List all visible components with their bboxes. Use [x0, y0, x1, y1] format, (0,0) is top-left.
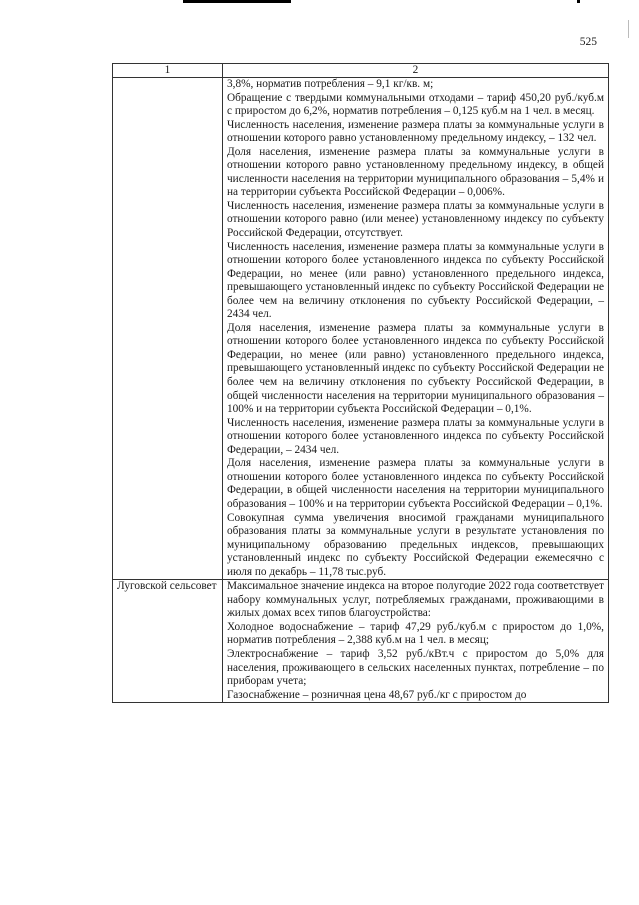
- paragraph: Максимальное значение индекса на второе полугодие 2022 года соответствует набору коммунальных услуг, потребляемых гражданами, проживающими в жилых домах всех типов благоустройства:: [227, 580, 604, 620]
- paragraph: Совокупная сумма увеличения вносимой гражданами муниципального образования платы за коммунальные услуги в результате установления по муниципальному образованию предельных индексов, превышающих установленный индекс по субъекту Российской Федерации ежемесячно с июля по декабрь – 11,78 тыс.руб.: [227, 511, 604, 578]
- paragraph: Холодное водоснабжение – тариф 47,29 руб./куб.м с приростом до 1,0%, норматив потребления – 2,388 куб.м на 1 чел. в месяц;: [227, 620, 604, 647]
- description-cell: [223, 580, 609, 703]
- scan-mark: [628, 20, 629, 38]
- paragraph: Численность населения, изменение размера платы за коммунальные услуги в отношении которого более установленного индекса по субъекту Российской Федерации, – 2434 чел.: [227, 416, 604, 456]
- paragraph: Численность населения, изменение размера платы за коммунальные услуги в отношении которого равно (или менее) установленному индексу по субъекту Российской Федерации, отсутствует.: [227, 199, 604, 240]
- paragraph: Численность населения, изменение размера платы за коммунальные услуги в отношении которого более установленного индекса по субъекту Российской Федерации, но менее (или равно) установленного предельного индекса, превышающего установленный индекс по субъекту Российской Федерации не более чем на величину отклонения по субъекту Российской Федерации, – 2434 чел.: [227, 240, 604, 321]
- description-cell: [223, 78, 609, 580]
- scan-mark: [577, 0, 580, 3]
- paragraph: 3,8%, норматив потребления – 9,1 кг/кв. м;: [227, 78, 434, 90]
- page-number: 525: [579, 36, 597, 48]
- paragraph: Доля населения, изменение размера платы за коммунальные услуги в отношении которого более установленного индекса по субъекту Российской Федерации, но менее (или равно) установленного предельного индекса, превышающего установленный индекс по субъекту Российской Федерации не более чем на величину отклонения по субъекту Российской Федерации, в общей численности населения на территории муниципального образования – 100% и на территории субъекта Российской Федерации – 0,1%.: [227, 321, 604, 416]
- paragraph: Обращение с твердыми коммунальными отходами – тариф 450,20 руб./куб.м с приростом до 6,2%, норматив потребления – 0,125 куб.м на 1 чел. в месяц.: [227, 91, 604, 118]
- column-header: 1: [113, 64, 223, 78]
- paragraph: Газоснабжение – розничная цена 48,67 руб./кг с приростом до: [227, 688, 527, 701]
- region-cell: Луговской сельсовет: [113, 580, 223, 703]
- paragraph: Доля населения, изменение размера платы за коммунальные услуги в отношении которого равно установленному предельному индексу, в общей численности населения на территории муниципального образования – 5,4% и на территории субъекта Российской Федерации – 0,006%.: [227, 145, 604, 199]
- scan-mark: [183, 0, 291, 3]
- tariff-table: [112, 63, 609, 703]
- table-header-row: [113, 64, 609, 78]
- paragraph: Доля населения, изменение размера платы за коммунальные услуги в отношении которого более установленного индекса по субъекту Российской Федерации, в общей численности населения на территории муниципального образования – 100% и на территории субъекта Российской Федерации – 0,1%.: [227, 457, 604, 510]
- table-row: [113, 78, 609, 580]
- column-header: 2: [223, 64, 609, 78]
- paragraph: Электроснабжение – тариф 3,52 руб./кВт.ч с приростом до 5,0% для населения, проживающего в сельских населенных пунктах, потребление – по приборам учета;: [227, 647, 604, 688]
- table-row: [113, 580, 609, 703]
- region-cell: [113, 78, 223, 580]
- paragraph: Численность населения, изменение размера платы за коммунальные услуги в отношении которого равно установленному предельному индексу, – 132 чел.: [227, 118, 604, 145]
